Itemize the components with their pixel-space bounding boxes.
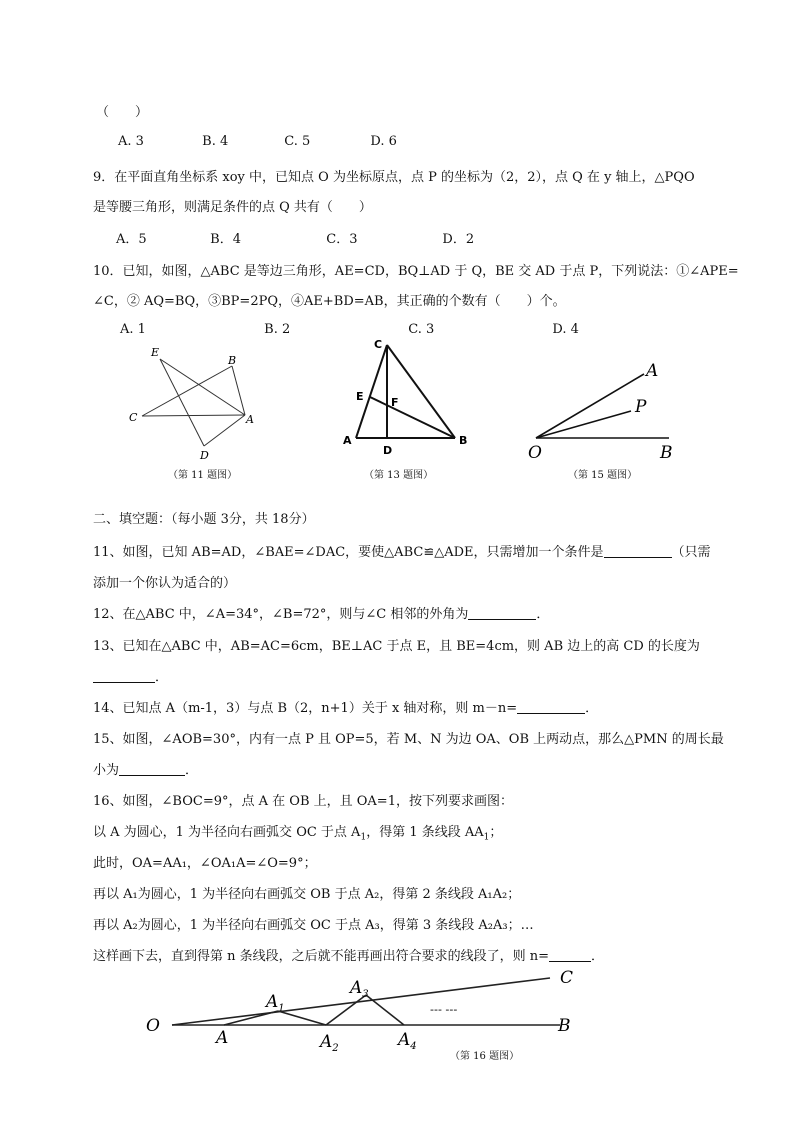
fig16-label-a1: $A_1$ [266,992,285,1014]
q13-line1: 13、已知在△ABC 中，AB=AC=6cm，BE⊥AC 于点 E，且 BE=4cm，则 AB 边上的高 CD 的长度为 [93,639,700,654]
q16-line6 [93,945,604,964]
fig13-label-d: D [383,444,393,456]
figure-15 [524,356,684,481]
q10-option-b: B. 2 [264,322,291,337]
q9-option-c: C．3 [326,232,358,247]
fig16-label-o: O [146,1016,160,1036]
q13-text-b: ． [155,670,169,685]
fig11-line-ca [142,415,245,416]
figure-11-caption: （第 11 题图） [168,470,238,481]
fig13-line-cb [387,345,455,438]
q16-line1: 16、如图，∠BOC=9°，点 A 在 OB 上，且 OA=1，按下列要求画图： [93,794,513,809]
fig16-segment-a3a4 [366,995,404,1025]
q16-line2 [93,821,502,843]
fig13-label-c: C [374,338,383,351]
figure-16-diagram [140,965,590,1063]
q12-line [93,603,549,622]
fig15-label-p: P [635,397,647,417]
q13-line2 [93,666,168,685]
q15-line1: 15、如图，∠AOB=30°，内有一点 P 且 OP=5，若 M、N 为边 OA、OB 上两动点，那么△PMN 的周长最 [93,732,724,747]
figure-13-caption: （第 13 题图） [364,470,434,481]
figure-16 [140,965,590,1063]
figure-13-diagram [340,336,480,456]
q15-line2 [93,759,198,778]
fig16-dots: --- --- [430,1003,458,1016]
fig16-label-b: B [558,1016,571,1036]
q14-text-a: 14、已知点 A（m-1，3）与点 B（2，n+1）关于 x 轴对称，则 m－n= [93,701,518,716]
fig16-label-a3: $A_3$ [350,978,369,1000]
fig13-label-f: F [391,396,399,409]
fig11-label-c: C [129,411,138,424]
q16-answer-blank[interactable] [549,949,591,962]
q12-text-a: 12、在△ABC 中，∠A=34°，∠B=72°，则与∠C 相邻的外角为 [93,607,469,622]
q11-line2: 添加一个你认为适合的） [93,576,237,591]
q8-options [118,134,397,149]
q16-line2-sub1: 1 [360,832,367,843]
q12-answer-blank[interactable] [468,607,536,620]
fig16-label-a: A [216,1028,229,1048]
fig16-label-c: C [560,968,574,988]
q8-option-d: D. 6 [370,134,397,149]
q10-option-c: C. 3 [408,322,435,337]
q8-option-a: A. 3 [118,134,144,149]
fig15-label-b: B [660,443,673,463]
fig15-ray-oa [536,374,644,438]
q10-line1: 10．已知，如图，△ABC 是等边三角形，AE=CD，BQ⊥AD 于 Q，BE 交 AD 于点 P，下列说法：①∠APE= [93,264,739,279]
q8-option-c: C. 5 [284,134,311,149]
fig16-label-a2: $A_2$ [320,1032,339,1054]
fig13-label-b: B [459,434,468,447]
figure-15-diagram [524,356,684,464]
q8-option-b: B. 4 [202,134,229,149]
q10-line2: ∠C，② AQ=BQ，③BP=2PQ，④AE+BD=AB，其正确的个数有（ ）个。 [93,294,566,309]
q16-line6-b: ． [591,949,605,964]
q16-line2-a: 以 A 为圆心，1 为半径向右画弧交 OC 于点 A [93,825,361,840]
fig11-label-b: B [228,354,237,367]
fig11-line-da [204,415,245,446]
q9-option-d: D．2 [442,232,475,247]
figure-11 [120,342,270,481]
q9-option-a: A．5 [116,232,147,247]
figure-13 [340,336,480,481]
fig13-label-a: A [343,434,352,447]
fig11-label-e: E [151,346,160,359]
q10-option-a: A. 1 [120,322,146,337]
q10-options [120,322,579,337]
q16-line2-sub2: 1 [483,832,490,843]
q16-line4: 再以 A₁为圆心，1 为半径向右画弧交 OB 于点 A₂，得第 2 条线段 A₁A₂； [93,887,521,902]
q10-option-d: D. 4 [552,322,579,337]
figure-15-caption: （第 15 题图） [568,470,638,481]
figure-16-caption: （第 16 题图） [450,1051,520,1062]
fig15-label-o: O [528,443,542,463]
q14-answer-blank[interactable] [517,701,585,714]
q16-line3: 此时，OA=AA₁，∠OA₁A=∠O=9°； [93,856,317,871]
q16-line2-c: ； [489,825,503,840]
section-2-heading: 二、填空题：（每小题 3分，共 18分） [93,512,315,527]
q16-line2-b: ，得第 1 条线段 AA [366,825,484,840]
q9-option-b: B．4 [210,232,241,247]
fig11-label-a: A [246,413,254,426]
q9-line1: 9．在平面直角坐标系 xoy 中，已知点 O 为坐标原点，点 P 的坐标为（2，2），点 Q 在 y 轴上，△PQO [93,170,695,185]
q9-options [116,228,474,247]
fig16-label-a4: $A_4$ [398,1030,417,1052]
fig16-segment-a1a2 [278,1011,326,1025]
fig15-label-a: A [646,361,659,381]
q14-text-b: ． [585,701,599,716]
fig11-label-d: D [200,449,209,462]
q16-line5: 再以 A₂为圆心，1 为半径向右画弧交 OC 于点 A₃，得第 3 条线段 A₂A₃；… [93,918,534,933]
q14-line [93,697,598,716]
q9-line2: 是等腰三角形，则满足条件的点 Q 共有（ ） [93,200,372,215]
fig16-segment-a2a3 [326,995,366,1025]
q11-line1 [93,541,711,560]
q11-answer-blank[interactable] [604,545,672,558]
fig13-line-be [370,397,455,438]
q15-text-a: 小为 [93,763,120,778]
q13-answer-blank[interactable] [93,670,155,683]
q8-paren: （ ） [96,105,149,120]
q11-text-b: （只需 [671,545,711,560]
q12-text-b: ． [536,607,550,622]
fig15-segment-op [536,411,631,438]
q15-answer-blank[interactable] [119,763,185,776]
q16-line6-a: 这样画下去，直到得第 n 条线段，之后就不能再画出符合要求的线段了，则 n= [93,949,550,964]
q15-text-b: ． [185,763,199,778]
figure-11-diagram [120,342,270,462]
fig13-label-e: E [356,390,364,403]
fig11-line-cb [142,366,232,416]
q11-text-a: 11、如图，已知 AB=AD，∠BAE=∠DAC，要使△ABC≌△ADE，只需增加一个条件是 [93,545,604,560]
